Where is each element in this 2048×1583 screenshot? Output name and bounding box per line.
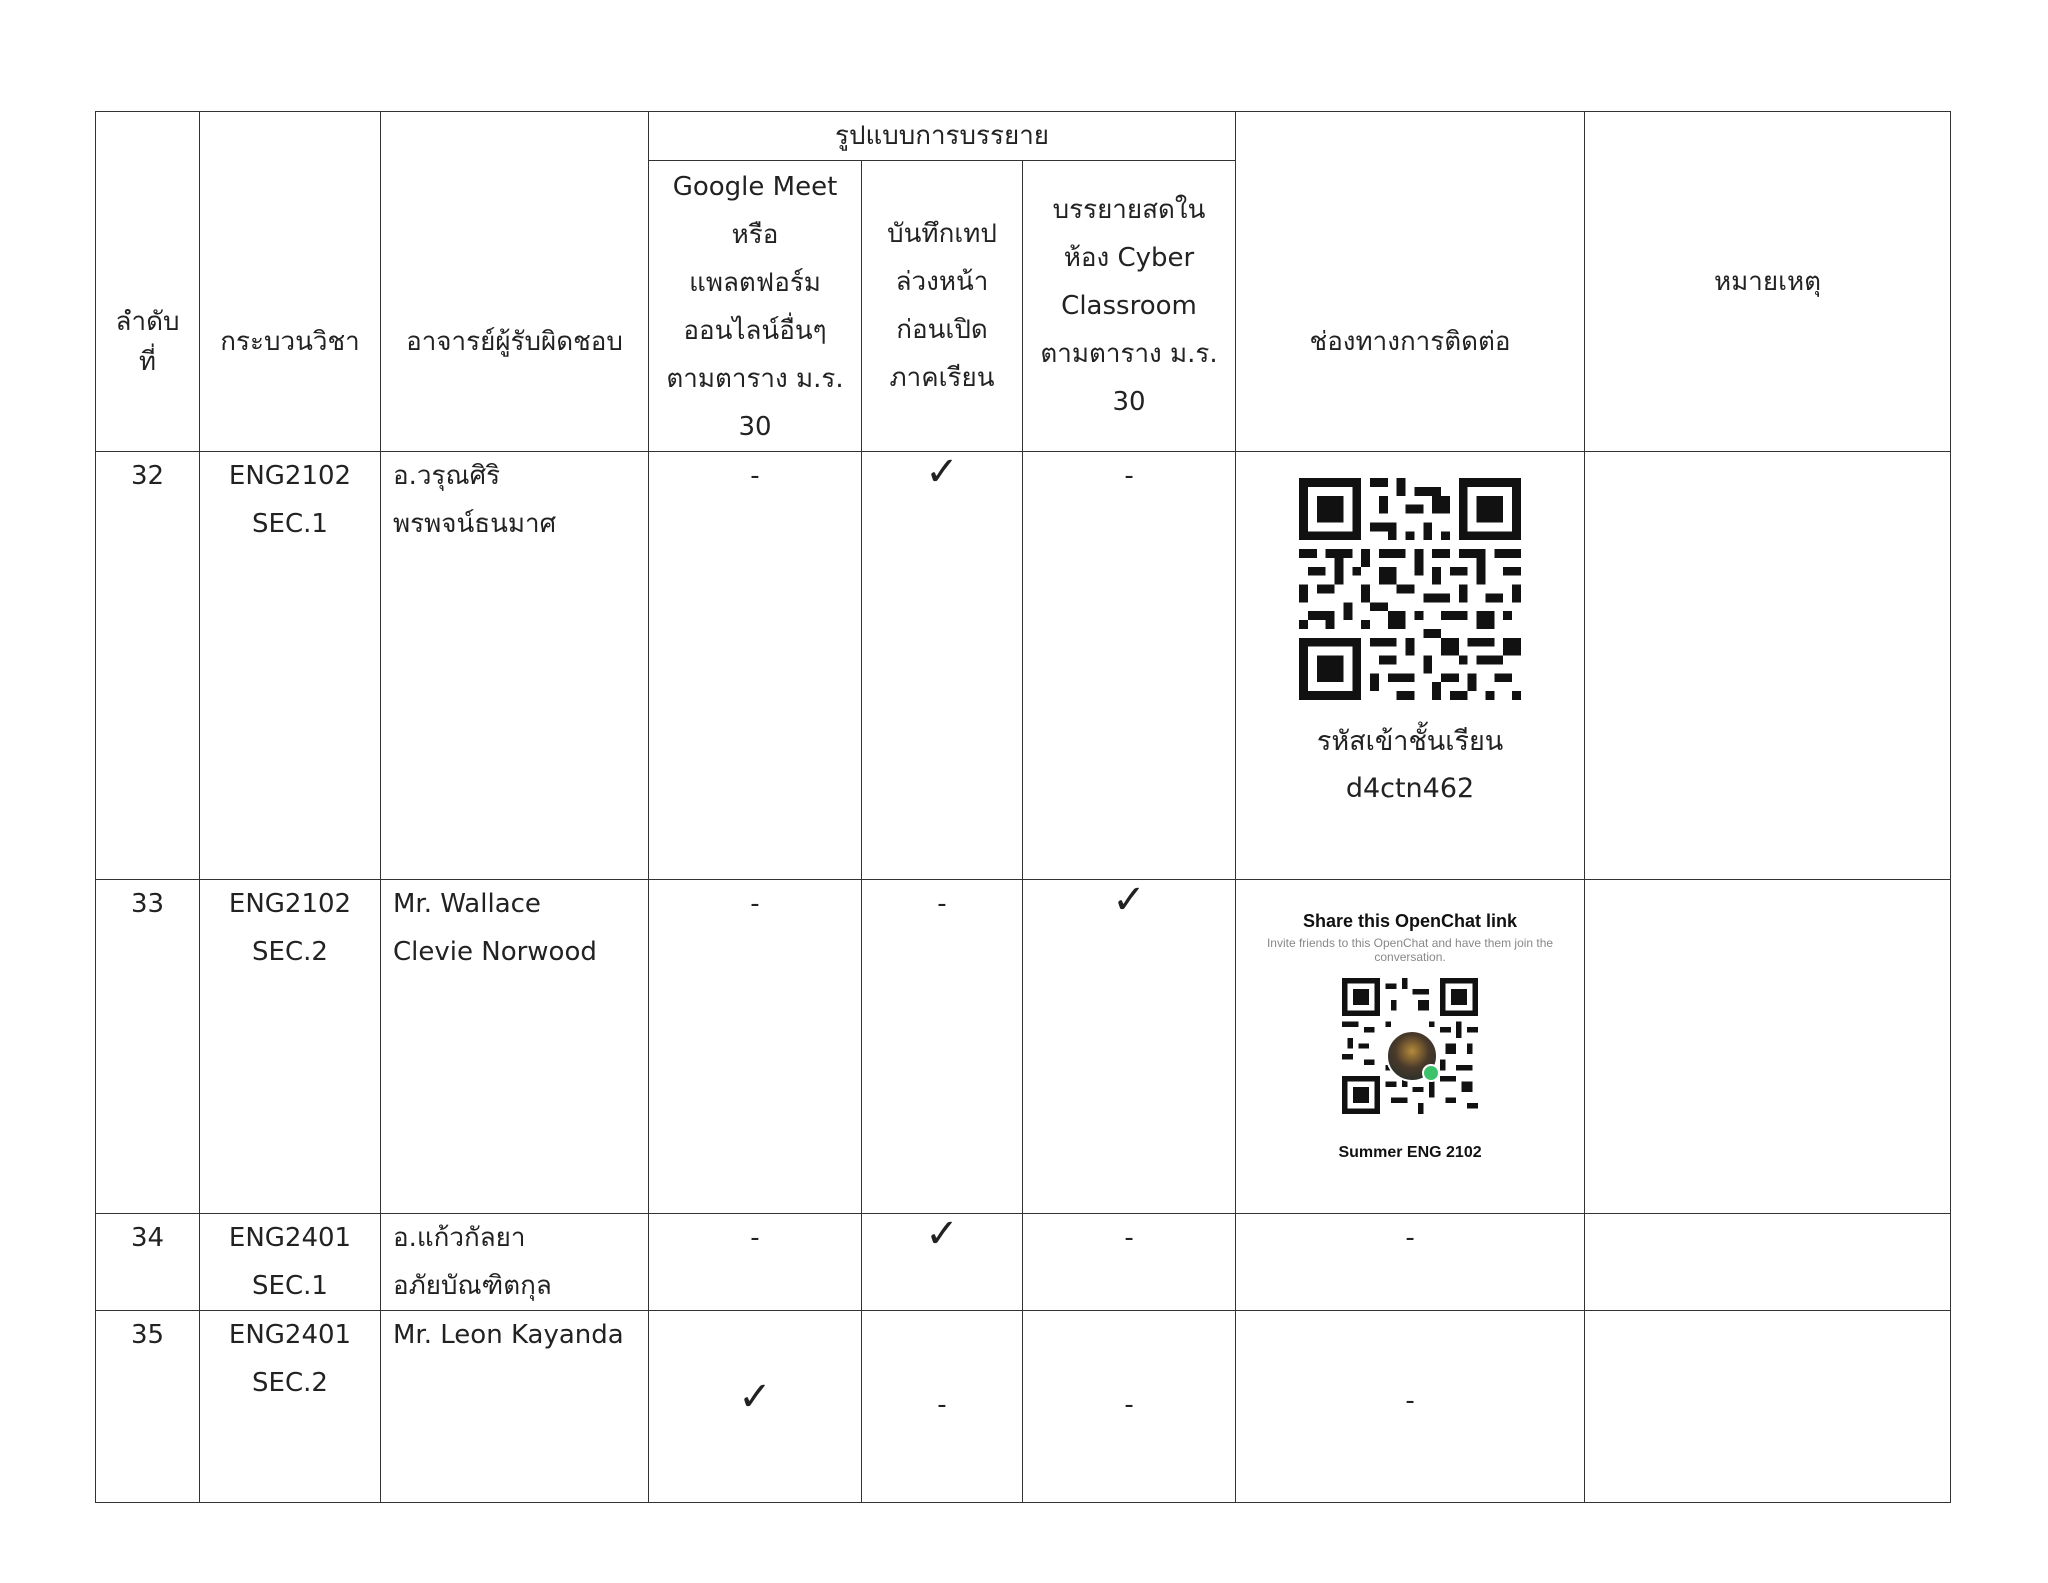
teacher-name-line: พรพจน์ธนมาศ (393, 509, 557, 539)
header-online-label: Google Meet หรือ แพลตฟอร์ม ออนไลน์อื่นๆ ตามตาราง ม.ร. 30 (666, 172, 844, 442)
row-course (200, 1311, 381, 1503)
row-online (649, 880, 862, 1214)
row-contact (1236, 1311, 1585, 1503)
row-no (96, 452, 200, 880)
course-section: SEC.2 (252, 937, 328, 967)
row-recorded (862, 880, 1023, 1214)
course-section: SEC.1 (252, 1271, 328, 1301)
header-no-label: ลำดับที่ (115, 306, 180, 377)
header-recorded (862, 161, 1023, 452)
openchat-card (1236, 880, 1584, 1163)
class-code-value: d4ctn462 (1345, 773, 1475, 804)
teacher-name-line: อภัยบัณฑิตกุล (393, 1271, 552, 1301)
header-teacher (381, 112, 649, 452)
course-code: ENG2401 (228, 1223, 352, 1253)
table-row (96, 880, 1951, 1214)
row-contact (1236, 1214, 1585, 1311)
openchat-name: Summer ENG 2102 (1338, 1144, 1482, 1161)
live-mark: - (1124, 1390, 1134, 1420)
header-lecture-format (649, 112, 1236, 161)
header-contact-label: ช่องทางการติดต่อ (1309, 326, 1511, 357)
row-no (96, 1311, 200, 1503)
header-note-label: หมายเหตุ (1714, 266, 1822, 297)
row-teacher (381, 1214, 649, 1311)
course-section: SEC.1 (252, 509, 328, 539)
recorded-mark: - (937, 889, 947, 919)
header-live-label: บรรยายสดใน ห้อง Cyber Classroom ตามตาราง ม.ร. 30 (1040, 195, 1218, 417)
online-mark: - (750, 1223, 760, 1253)
qr-code-icon (1299, 478, 1521, 700)
course-schedule-table (95, 111, 1951, 1503)
row-no (96, 880, 200, 1214)
check-icon: ✓ (1112, 877, 1146, 923)
teacher-name-line: Mr. Wallace (393, 889, 541, 919)
row-online (649, 452, 862, 880)
teacher-name-line: Clevie Norwood (393, 937, 597, 967)
row-note (1585, 1214, 1951, 1311)
teacher-name-line: อ.วรุณศิริ (393, 461, 501, 491)
row-teacher (381, 880, 649, 1214)
row-live (1023, 452, 1236, 880)
course-code: ENG2401 (228, 1320, 352, 1350)
table-row (96, 1214, 1951, 1311)
openchat-title: Share this OpenChat link (1303, 911, 1518, 931)
header-lecture-format-label: รูปแบบการบรรยาย (834, 121, 1050, 151)
row-no-text: 35 (130, 1320, 165, 1350)
header-no (96, 112, 200, 452)
row-note (1585, 880, 1951, 1214)
contact-mark: - (1405, 1223, 1415, 1253)
row-recorded (862, 449, 1023, 880)
table-row (96, 1311, 1951, 1503)
header-course (200, 112, 381, 452)
teacher-name-line: อ.แก้วกัลยา (393, 1223, 526, 1253)
table-row (96, 452, 1951, 880)
live-mark: - (1124, 1223, 1134, 1253)
recorded-mark: - (937, 1390, 947, 1420)
check-icon: ✓ (738, 1374, 772, 1420)
row-no-text: 34 (130, 1223, 165, 1253)
row-no (96, 1214, 200, 1311)
openchat-badge-icon (1422, 1064, 1440, 1082)
class-code-label: รหัสเข้าชั้นเรียน (1316, 726, 1504, 757)
header-recorded-label: บันทึกเทป ล่วงหน้า ก่อนเปิด ภาคเรียน (887, 219, 997, 393)
row-teacher (381, 1311, 649, 1503)
row-no-text: 32 (130, 461, 165, 491)
course-section: SEC.2 (252, 1368, 328, 1398)
header-note (1585, 112, 1951, 452)
header-contact (1236, 112, 1585, 452)
contact-mark: - (1405, 1386, 1415, 1416)
row-online (649, 1214, 862, 1311)
course-code: ENG2102 (228, 889, 352, 919)
row-teacher (381, 452, 649, 880)
online-mark: - (750, 889, 760, 919)
row-contact (1236, 452, 1585, 880)
check-icon: ✓ (925, 1211, 959, 1257)
row-note (1585, 452, 1951, 880)
row-no-text: 33 (130, 889, 165, 919)
header-teacher-label: อาจารย์ผู้รับผิดชอบ (406, 326, 623, 357)
live-mark: - (1124, 461, 1134, 491)
row-recorded (862, 1311, 1023, 1503)
online-mark: - (750, 461, 760, 491)
row-live (1023, 877, 1236, 1214)
row-course (200, 880, 381, 1214)
row-live (1023, 1311, 1236, 1503)
row-note (1585, 1311, 1951, 1503)
openchat-subtitle: Invite friends to this OpenChat and have them join the conversation. (1266, 936, 1554, 964)
row-live (1023, 1214, 1236, 1311)
row-course (200, 452, 381, 880)
row-online (649, 1311, 862, 1503)
header-online (649, 161, 862, 452)
check-icon: ✓ (925, 449, 959, 495)
row-recorded (862, 1211, 1023, 1311)
row-contact (1236, 880, 1585, 1214)
header-course-label: กระบวนวิชา (220, 326, 360, 357)
course-code: ENG2102 (228, 461, 352, 491)
teacher-name-line: Mr. Leon Kayanda (393, 1320, 624, 1350)
header-live (1023, 161, 1236, 452)
row-course (200, 1214, 381, 1311)
